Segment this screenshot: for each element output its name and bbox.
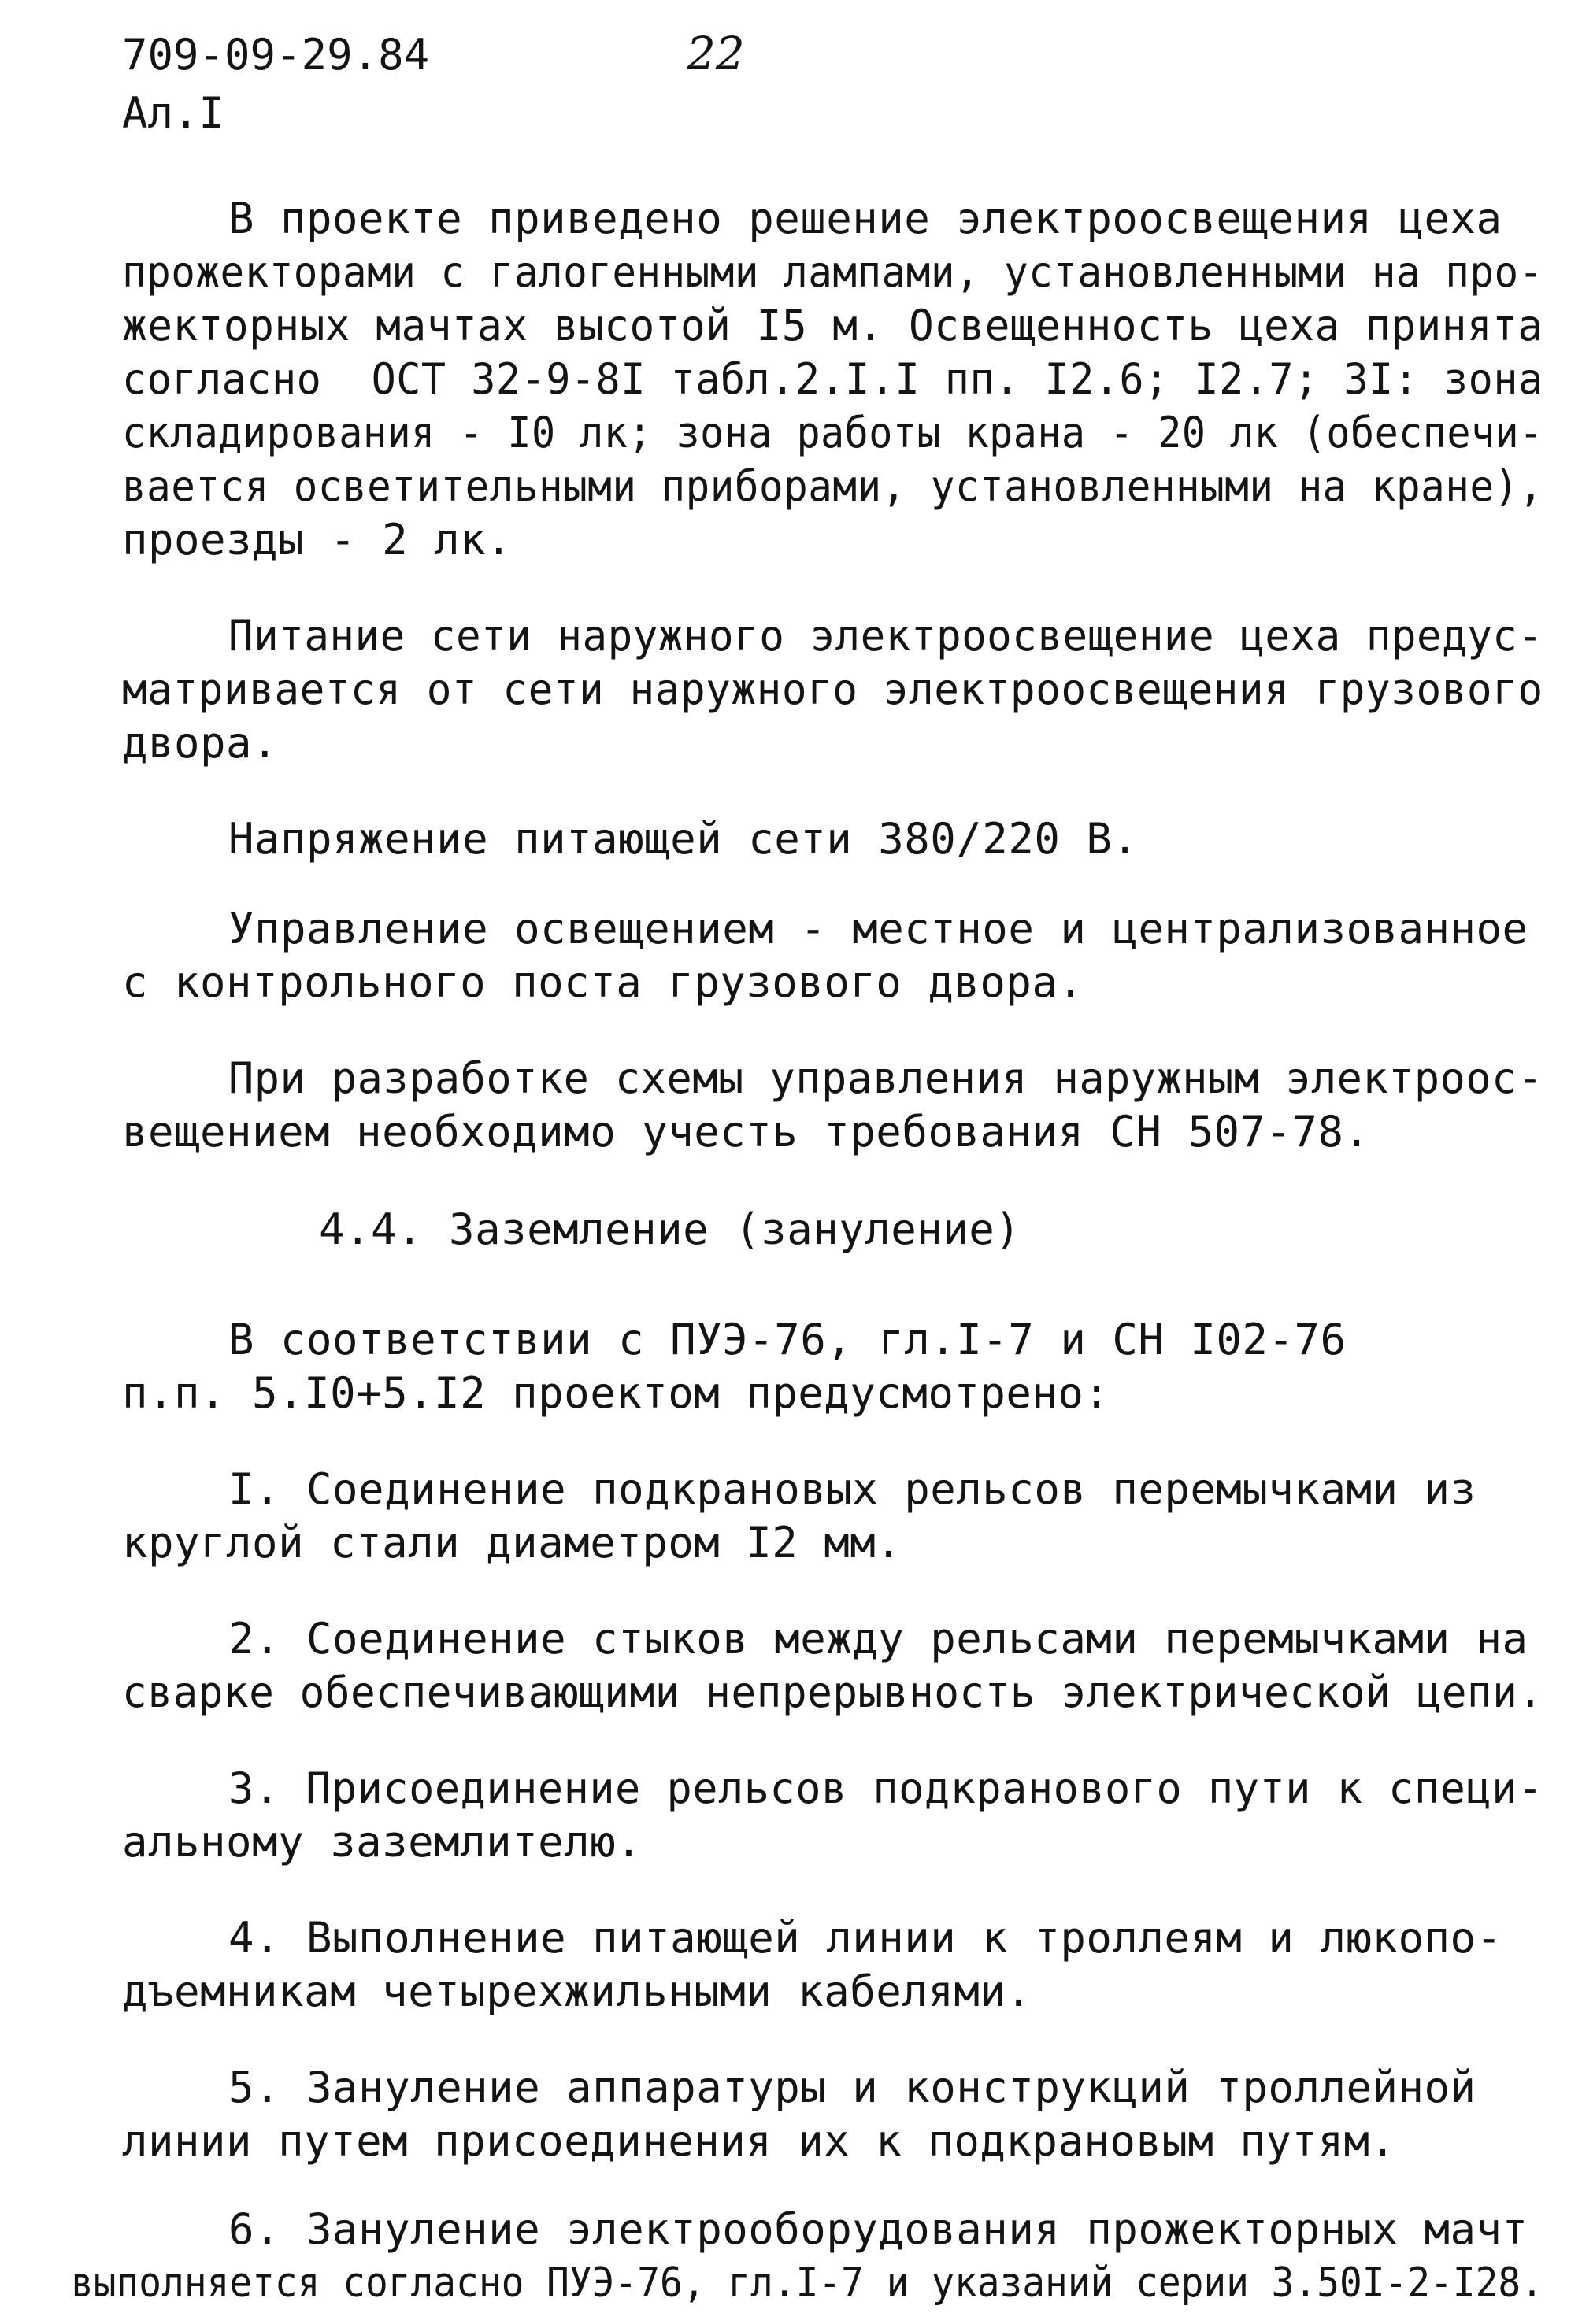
paragraph-2-line-3: двора. (122, 718, 279, 768)
list-item-2-line-2: сварке обеспечивающими непрерывность электрической цепи. (122, 1667, 1543, 1717)
list-item-3-line-1: 3. Присоединение рельсов подкранового пути к специ- (228, 1763, 1543, 1813)
paragraph-3-line-1: Напряжение питающей сети 380/220 В. (228, 814, 1139, 864)
list-item-6-line-1: 6. Зануление электрооборудования прожекторных мачт (228, 2204, 1528, 2254)
document-code: 709-09-29.84 (122, 30, 430, 80)
paragraph-1-line-6: вается осветительными приборами, установленными на кране), (122, 461, 1543, 511)
list-item-3-line-2: альному заземлителю. (122, 1817, 643, 1867)
paragraph-1-line-4: согласно ОСТ 32-9-8I табл.2.I.I пп. I2.6; I2.7; 3I: зона (122, 354, 1543, 404)
paragraph-4-line-1: Управление освещением - местное и централизованное (228, 904, 1528, 953)
paragraph-5-line-1: При разработке схемы управления наружным электроос- (228, 1053, 1543, 1103)
paragraph-2-line-2: матривается от сети наружного электроосвещения грузового (122, 664, 1543, 714)
page-number: 22 (687, 27, 745, 80)
list-item-4-line-1: 4. Выполнение питающей линии к троллеям и люкопо- (228, 1913, 1502, 1963)
paragraph-1-line-7: проезды - 2 лк. (122, 515, 513, 564)
paragraph-4-line-2: с контрольного поста грузового двора. (122, 957, 1084, 1007)
paragraph-1-line-5: складирования - I0 лк; зона работы крана - 20 лк (обеспечи- (122, 408, 1543, 457)
list-item-4-line-2: дъемникам четырехжильными кабелями. (122, 1967, 1032, 2016)
paragraph-1-line-2: прожекторами с галогенными лампами, установленными на про- (122, 247, 1543, 297)
list-item-5-line-1: 5. Зануление аппаратуры и конструкций троллейной (228, 2063, 1476, 2112)
list-item-1-line-2: круглой стали диаметром I2 мм. (122, 1518, 902, 1567)
paragraph-2-line-1: Питание сети наружного электроосвещение цеха предус- (228, 611, 1543, 661)
paragraph-6-line-1: В соответствии с ПУЭ-76, гл.I-7 и СН I02-76 (228, 1315, 1347, 1364)
list-item-6-line-2: выполняется согласно ПУЭ-76, гл.I-7 и указаний серии 3.50I-2-I28. (71, 2259, 1543, 2307)
list-item-1-line-1: I. Соединение подкрановых рельсов перемычками из (228, 1464, 1476, 1514)
paragraph-5-line-2: вещением необходимо учесть требования СН 507-78. (122, 1107, 1370, 1156)
sheet-label: Ал.I (122, 88, 225, 138)
section-heading: 4.4. Заземление (зануление) (319, 1205, 1021, 1254)
paragraph-1-line-3: жекторных мачтах высотой I5 м. Освещенность цеха принята (122, 301, 1543, 350)
list-item-2-line-1: 2. Соединение стыков между рельсами перемычками на (228, 1614, 1528, 1663)
paragraph-1-line-1: В проекте приведено решение электроосвещения цеха (228, 194, 1502, 243)
list-item-5-line-2: линии путем присоединения их к подкрановым путям. (122, 2116, 1396, 2166)
paragraph-6-line-2: п.п. 5.I0+5.I2 проектом предусмотрено: (122, 1368, 1110, 1418)
